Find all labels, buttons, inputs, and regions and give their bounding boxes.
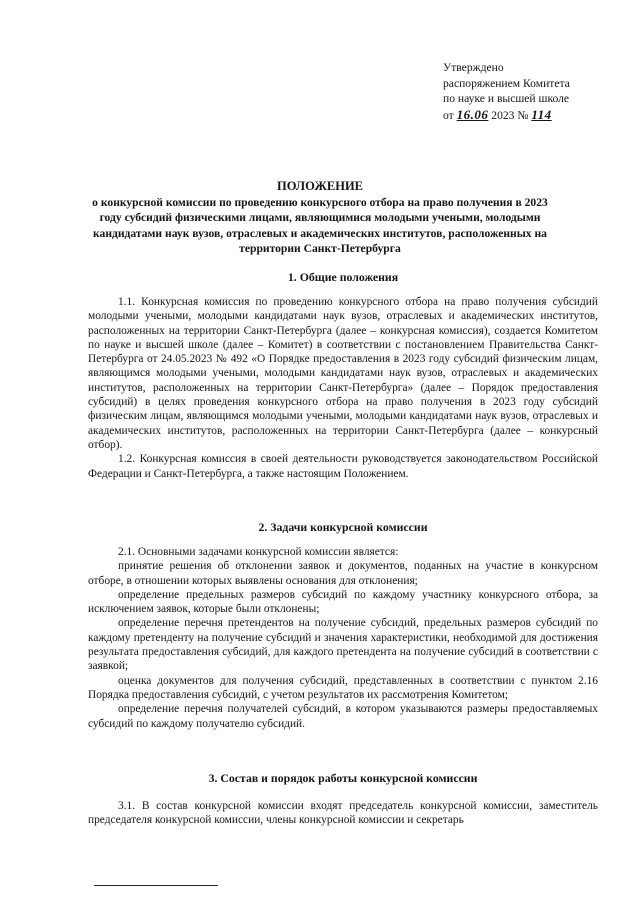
approval-line-2: распоряжением Комитета (443, 76, 570, 90)
section-2-body (88, 545, 598, 731)
section-1-body (88, 295, 598, 481)
task-item-2: определение предельных размеров субсидий по каждому участнику конкурсного отбора, за исключением заявок, которые были отклонены; (88, 588, 598, 616)
date-prefix: от (443, 108, 454, 122)
section-2-heading: 2. Задачи конкурсной комиссии (258, 520, 428, 534)
document-title (90, 179, 550, 256)
footnote-divider (94, 885, 218, 886)
approval-date-line (443, 107, 570, 124)
handwritten-date: 16.06 (456, 106, 489, 122)
section-3-body (88, 799, 598, 828)
task-item-3: определение перечня претендентов на получение субсидий, предельных размеров субсидий по каждому претенденту на получение субсидий и значения характеристики, необходимой для достижения результата предоставления субсидий, для каждого претендента на получение субсидий в соответствии с заявкой; (88, 617, 598, 673)
approval-line-3: по науке и высшей школе (443, 92, 570, 105)
title-heading: ПОЛОЖЕНИЕ (276, 179, 364, 193)
section-1-heading: 1. Общие положения (287, 270, 399, 284)
approval-line-1: Утверждено (443, 61, 504, 74)
paragraph-2-1: 2.1. Основными задачами конкурсной комиссии является: (118, 546, 399, 558)
date-year: 2023 № (491, 108, 529, 122)
task-item-5: определение перечня получателей субсидий, в котором указываются размеры предоставляемых субсидий по каждому получателю субсидий. (88, 703, 598, 730)
section-3-heading: 3. Состав и порядок работы конкурсной комиссии (208, 771, 478, 785)
handwritten-number: 114 (531, 106, 552, 122)
task-item-4: оценка документов для получения субсидий, представленных в соответствии с пунктом 2.16 Порядка предоставления субсидий, с учетом результатов их рассмотрения Комитетом; (88, 674, 598, 701)
approval-stamp (443, 60, 570, 123)
paragraph-1-2: 1.2. Конкурсная комиссия в своей деятельности руководствуется законодательством Российской Федерации и Санкт-Петербурга, а также настоящим Положением. (88, 453, 598, 480)
title-subtitle: о конкурсной комиссии по проведению конкурсного отбора на право получения в 2023 году субсидий физическими лицами, являющимися молодыми учеными, молодыми кандидатами наук вузов, отраслевых и академических институтов, расположенных на территории Санкт-Петербурга (92, 196, 548, 255)
paragraph-3-1: 3.1. В состав конкурсной комиссии входят председатель конкурсной комиссии, заместитель председателя конкурсной комиссии, члены конкурсной комиссии и секретарь (88, 800, 598, 827)
paragraph-1-1: 1.1. Конкурсная комиссия по проведению конкурсного отбора на право получения субсидий молодыми учеными, молодыми кандидатами наук вузов, отраслевых и академических институтов, расположенных на территории Санкт-Петербурга (далее – конкурсная комиссия), создается Комитетом по науке и высшей школе (далее – Комитет) в соответствии с постановлением Правительства Санкт-Петербурга от 24.05.2023 № 492 «О Порядке предоставления в 2023 году субсидий физическим лицам, являющимся молодыми учеными, молодыми кандидатами наук вузов, отраслевых и академических институтов, расположенных на территории Санкт-Петербурга» (далее – Порядок предоставления субсидий) в целях проведения конкурсного отбора на право получения в 2023 году субсидий физическим лицам, являющимся молодыми учеными, молодыми кандидатами наук вузов, отраслевых и академических институтов, расположенных на территории Санкт-Петербурга (далее – конкурсный отбор). (88, 296, 598, 451)
task-item-1: принятие решения об отклонении заявок и документов, поданных на участие в конкурсном отборе, в отношении которых выявлены основания для отклонения; (88, 560, 598, 587)
